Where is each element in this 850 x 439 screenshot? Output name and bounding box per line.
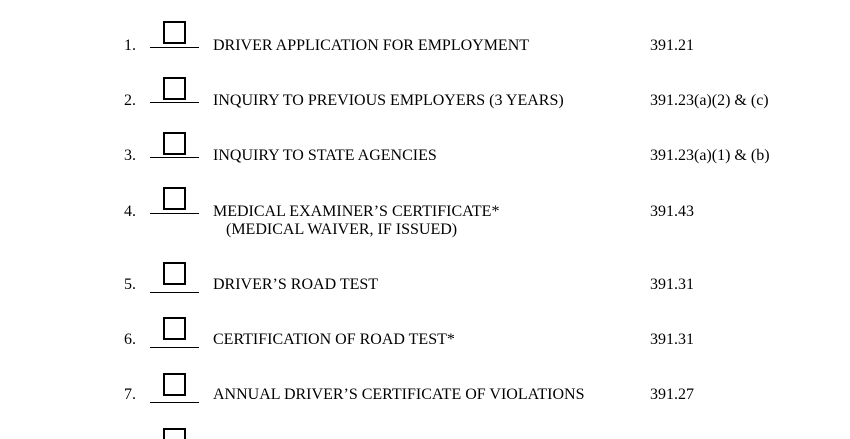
regulation-reference: 391.43 <box>650 203 694 220</box>
item-title: MEDICAL EXAMINER’S CERTIFICATE* <box>213 203 500 220</box>
item-title: CERTIFICATION OF ROAD TEST* <box>213 331 455 348</box>
item-title: INQUIRY TO STATE AGENCIES <box>213 147 437 164</box>
regulation-reference: 391.23(a)(1) & (b) <box>650 147 770 164</box>
item-number: 6. <box>124 331 136 348</box>
checkbox[interactable] <box>163 373 186 396</box>
item-title: INQUIRY TO PREVIOUS EMPLOYERS (3 YEARS) <box>213 92 564 109</box>
item-title: DRIVER’S ROAD TEST <box>213 276 379 293</box>
regulation-reference: 391.23(a)(2) & (c) <box>650 92 769 109</box>
item-subtitle: (MEDICAL WAIVER, IF ISSUED) <box>226 221 458 238</box>
regulation-reference: 391.21 <box>650 37 694 54</box>
initials-line <box>150 102 199 103</box>
item-number: 4. <box>124 203 136 220</box>
item-title: DRIVER APPLICATION FOR EMPLOYMENT <box>213 37 530 54</box>
regulation-reference: 391.31 <box>650 276 694 293</box>
initials-line <box>150 157 199 158</box>
checkbox[interactable] <box>163 317 186 340</box>
item-number: 7. <box>124 386 136 403</box>
regulation-reference: 391.31 <box>650 331 694 348</box>
checkbox[interactable] <box>163 262 186 285</box>
checkbox[interactable] <box>163 187 186 210</box>
regulation-reference: 391.27 <box>650 386 694 403</box>
item-title: ANNUAL DRIVER’S CERTIFICATE OF VIOLATIONS <box>213 386 585 403</box>
item-number: 5. <box>124 276 136 293</box>
initials-line <box>150 347 199 348</box>
initials-line <box>150 213 199 214</box>
checkbox[interactable] <box>163 428 186 439</box>
item-number: 2. <box>124 92 136 109</box>
item-number: 3. <box>124 147 136 164</box>
initials-line <box>150 402 199 403</box>
checkbox[interactable] <box>163 132 186 155</box>
initials-line <box>150 47 199 48</box>
item-number: 1. <box>124 37 136 54</box>
initials-line <box>150 292 199 293</box>
checkbox[interactable] <box>163 77 186 100</box>
